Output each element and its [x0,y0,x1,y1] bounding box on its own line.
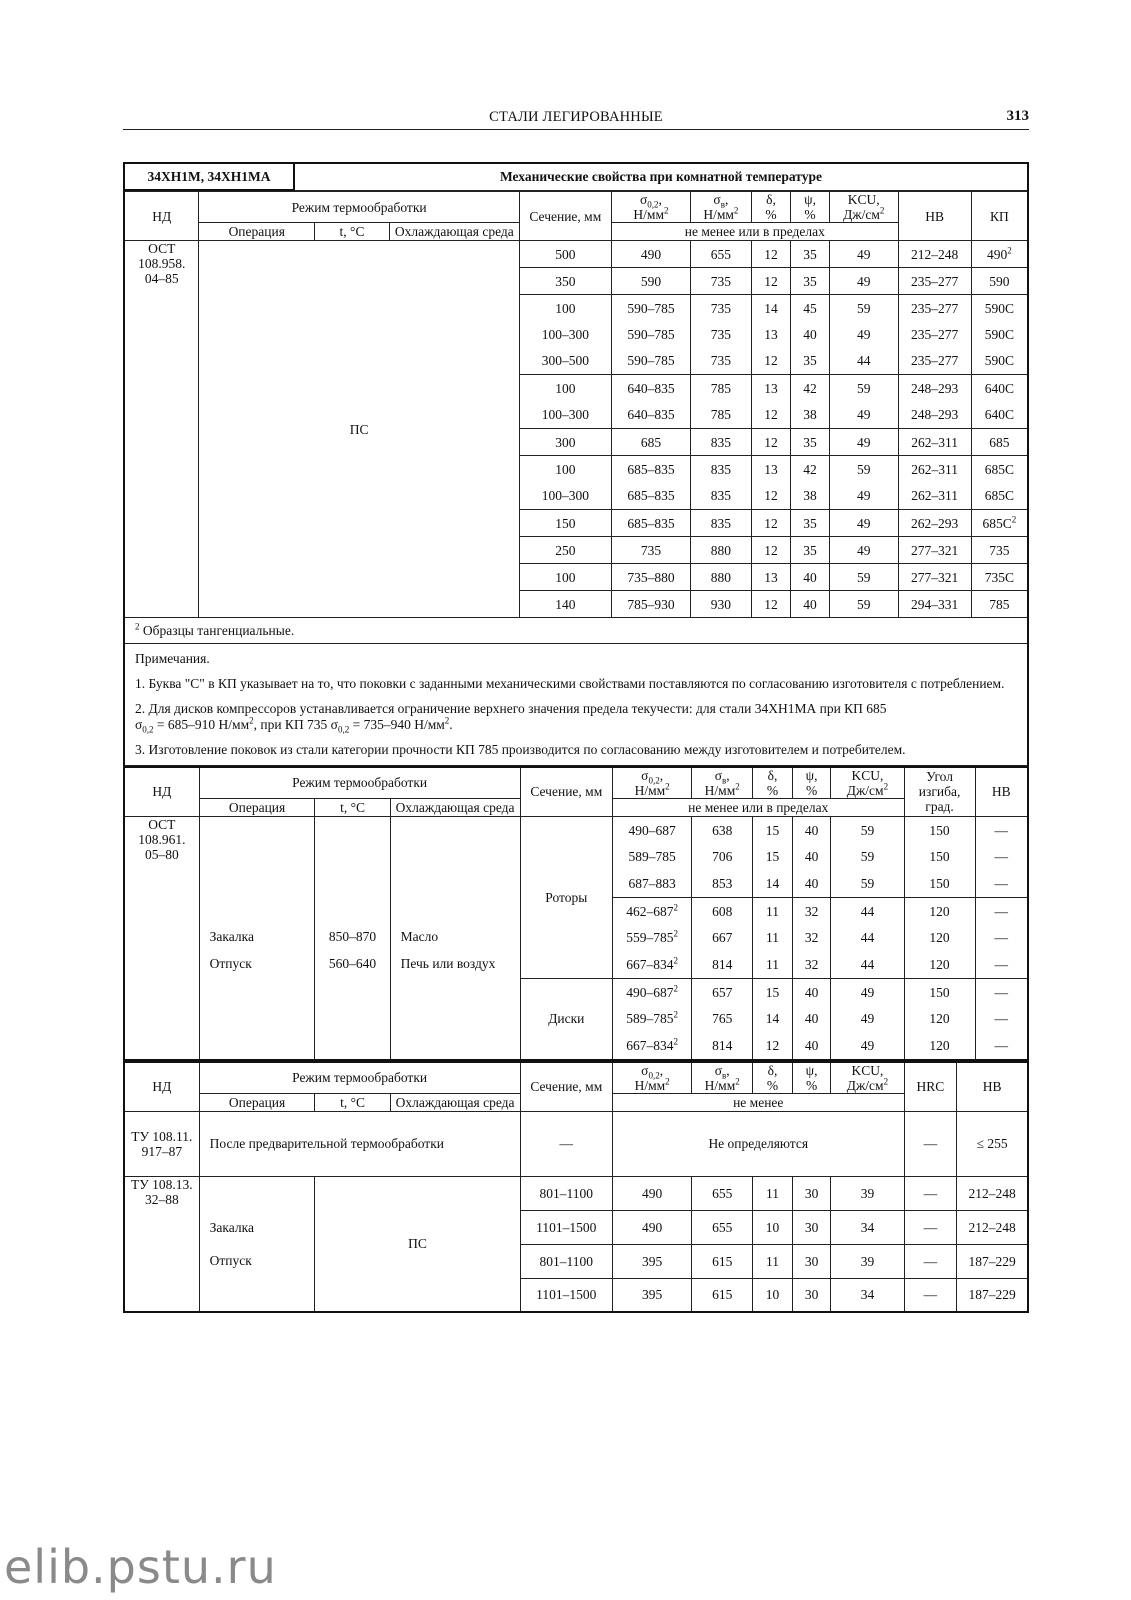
hb-cell: 262–293 [898,510,971,537]
sv-cell: 880 [690,564,751,591]
s02-cell: 735 [611,537,690,564]
delta-cell: 15 [753,979,793,1006]
kp-cell: 590С [971,348,1028,375]
col-mode: Режим термообработки [199,1062,520,1094]
hrc-cell: — [904,1176,957,1210]
bend-cell: 150 [904,871,975,898]
kcu-cell: 49 [831,1006,904,1033]
hb-cell: — [975,817,1028,844]
kcu-cell: 34 [831,1210,904,1244]
hb-cell: — [975,871,1028,898]
hb-cell: 294–331 [898,591,971,618]
sv-cell: 615 [692,1244,753,1278]
s02-cell: 395 [613,1244,692,1278]
kp-cell: 640С [971,402,1028,429]
delta-cell: 13 [751,456,791,483]
delta-cell: 10 [753,1278,793,1312]
note-2: 2. Для дисков компрессоров устанавливается ограничение верхнего значения предела текучести: для стали 34ХН1МА при КП 685 $\sigma_{0,2} = 685-910$ $Н/мм^2$, при КП 735 $\sigma_{0,2} = 735-940$ $Н/мм^2$. [135,701,887,735]
sv-cell: 735 [690,295,751,322]
group-rotors: Роторы [520,817,612,979]
delta-cell: 12 [753,1033,793,1060]
section-cell: 801–1100 [520,1176,612,1210]
psi-cell: 35 [791,241,830,268]
bend-cell: 120 [904,1033,975,1060]
psi-cell: 30 [792,1210,831,1244]
kcu-cell: 49 [829,268,898,295]
col-section: Сечение, мм [520,767,612,817]
s02-cell: 687–883 [613,871,692,898]
section-cell: 100 [519,564,611,591]
bend-cell: 150 [904,817,975,844]
col-sv: $\sigma_в$, $Н/мм^2$ [690,192,751,223]
col-nd: НД [124,1062,199,1112]
sv-cell: 835 [690,510,751,537]
delta-cell: 10 [753,1210,793,1244]
col-hb: НВ [975,767,1028,817]
sv-cell: 667 [692,925,753,952]
delta-cell: 11 [753,1176,793,1210]
psi-cell: 40 [792,871,831,898]
psi-cell: 40 [792,1006,831,1033]
delta-cell: 15 [753,817,793,844]
sv-cell: 735 [690,348,751,375]
psi-cell: 35 [791,348,830,375]
kcu-cell: 49 [829,483,898,510]
col-section: Сечение, мм [520,1062,612,1112]
col-temp: t, °С [315,223,390,241]
s02-cell: 735–880 [611,564,690,591]
notes-block [123,644,1029,766]
kcu-cell: 44 [829,348,898,375]
psi-cell: 32 [792,925,831,952]
col-mode: Режим термообработки [199,767,520,799]
delta-cell: 12 [751,429,791,456]
coolant-cell: Масло Печь или воздух [390,817,520,1060]
hb-cell: 212–248 [957,1210,1028,1244]
s02-cell: 640–835 [611,375,690,402]
kcu-cell: 49 [829,429,898,456]
hb-cell: 262–311 [898,429,971,456]
kp-cell: 590С [971,322,1028,348]
note-3: 3. Изготовление поковок из стали категории прочности КП 785 производится по согласованию между изготовителем и потребителем. [135,741,906,757]
footnote-text: Образцы тангенциальные. [142,623,295,639]
s02-cell: 590–785 [611,295,690,322]
kcu-cell: 44 [831,952,904,979]
hb-cell: 248–293 [898,375,971,402]
section-cell: 100 [519,456,611,483]
delta-cell: 12 [751,348,791,375]
s02-cell: $490-687^2$ [613,979,692,1006]
s02-cell: 590–785 [611,322,690,348]
section-cell: 100–300 [519,483,611,510]
kcu-cell: 44 [831,925,904,952]
kcu-cell: 59 [831,817,904,844]
tu1-nd: ТУ 108.11. 917–87 [124,1111,199,1176]
delta-cell: 13 [751,564,791,591]
s02-cell: 490 [613,1210,692,1244]
running-head [123,107,1029,130]
sv-cell: 735 [690,322,751,348]
kcu-cell: 59 [829,295,898,322]
section-cell: 500 [519,241,611,268]
tu1-props: Не определяются [613,1111,904,1176]
kp-cell: 685С [971,483,1028,510]
col-nd: НД [124,767,199,817]
section-cell: 300–500 [519,348,611,375]
kcu-cell: 39 [831,1176,904,1210]
sv-cell: 655 [692,1176,753,1210]
col-temp: t, °С [315,1093,390,1111]
table-row [124,817,1028,844]
psi-cell: 40 [792,1033,831,1060]
hb-cell: 235–277 [898,322,971,348]
col-kcu: KCU, $Дж/см^2$ [831,767,904,799]
psi-cell: 38 [791,483,830,510]
op-temper: Отпуск [209,956,252,972]
psi-cell: 35 [791,268,830,295]
psi-cell: 40 [792,817,831,844]
hb-cell: — [975,979,1028,1006]
kp-cell: 590 [971,268,1028,295]
col-s02: $\sigma_{0,2}$, $Н/мм^2$ [613,1062,692,1094]
sv-cell: 638 [692,817,753,844]
tu1-mode: После предварительной термообработки [199,1111,520,1176]
s02-cell: $667-834^2$ [613,952,692,979]
sv-cell: 765 [692,1006,753,1033]
col-s02: $\sigma_{0,2}$, $Н/мм^2$ [611,192,690,223]
delta-cell: 11 [753,898,793,925]
sv-cell: 835 [690,483,751,510]
table-ost-961 [123,766,1029,1061]
col-delta: δ, % [753,767,793,799]
col-s02: $\sigma_{0,2}$, $Н/мм^2$ [613,767,692,799]
hb-cell: 235–277 [898,268,971,295]
delta-cell: 12 [751,591,791,618]
sv-cell: 930 [690,591,751,618]
col-psi: ψ, % [792,767,831,799]
section-cell: 100–300 [519,402,611,429]
hb-cell: 248–293 [898,402,971,429]
col-sv: $\sigma_в$, $Н/мм^2$ [692,767,753,799]
delta-cell: 12 [751,241,791,268]
delta-cell: 14 [751,295,791,322]
col-section: Сечение, мм [519,192,611,241]
op-quench: Закалка [209,929,254,945]
kcu-cell: 59 [831,871,904,898]
psi-cell: 40 [792,979,831,1006]
kcu-cell: 34 [831,1278,904,1312]
kp-cell: 685 [971,429,1028,456]
sv-cell: 655 [692,1210,753,1244]
psi-cell: 38 [791,402,830,429]
s02-cell: 640–835 [611,402,690,429]
psi-cell: 35 [791,510,830,537]
sv-cell: 785 [690,402,751,429]
col-psi: ψ, % [791,192,830,223]
psi-cell: 32 [792,952,831,979]
table-tu [123,1061,1029,1314]
kp-cell: 735 [971,537,1028,564]
operation-cell [199,817,315,1060]
sv-cell: 615 [692,1278,753,1312]
section-cell: 300 [519,429,611,456]
s02-cell: 685–835 [611,483,690,510]
hb-cell: 262–311 [898,456,971,483]
sv-cell: 835 [690,429,751,456]
delta-cell: 15 [753,844,793,871]
running-title: СТАЛИ ЛЕГИРОВАННЫЕ [489,109,663,125]
col-hb: НВ [957,1062,1028,1112]
s02-cell: 590–785 [611,348,690,375]
kp-cell: 590С [971,295,1028,322]
hb-cell: 235–277 [898,348,971,375]
col-subhead: не менее [613,1093,904,1111]
kp-cell: 640С [971,375,1028,402]
psi-cell: 30 [792,1244,831,1278]
col-operation: Операция [199,1093,315,1111]
sv-cell: 735 [690,268,751,295]
col-operation: Операция [199,799,315,817]
delta-cell: 12 [751,537,791,564]
psi-cell: 35 [791,537,830,564]
hb-cell: — [975,1006,1028,1033]
col-bend: Угол изгиба, град. [904,767,975,817]
page-number: 313 [1006,108,1029,124]
hb-cell: 277–321 [898,537,971,564]
s02-cell: $667-834^2$ [613,1033,692,1060]
hb-cell: 212–248 [898,241,971,268]
delta-cell: 12 [751,268,791,295]
kcu-cell: 44 [831,898,904,925]
psi-cell: 40 [791,564,830,591]
bend-cell: 120 [904,925,975,952]
section-cell: 100 [519,295,611,322]
col-hb: НВ [898,192,971,241]
psi-cell: 35 [791,429,830,456]
col-temp: t, °С [315,799,390,817]
note-1: 1. Буква "С" в КП указывает на то, что поковки с заданными механическими свойствами поставляются по согласованию изготовителя с потреблением. [135,676,1005,692]
table-ost-958 [123,191,1029,644]
col-kp: КП [971,192,1028,241]
sv-cell: 880 [690,537,751,564]
kcu-cell: 59 [831,844,904,871]
psi-cell: 42 [791,456,830,483]
psi-cell: 30 [792,1176,831,1210]
section-cell: 250 [519,537,611,564]
grade-label: 34ХН1М, 34ХН1МА [124,163,294,190]
kp-cell: 735С [971,564,1028,591]
hrc-cell: — [904,1244,957,1278]
s02-cell: 785–930 [611,591,690,618]
s02-cell: 490 [611,241,690,268]
temp-cell: ПС [315,1176,520,1312]
psi-cell: 42 [791,375,830,402]
hb-cell: 187–229 [957,1278,1028,1312]
bend-cell: 150 [904,844,975,871]
sv-cell: 657 [692,979,753,1006]
section-cell: 1101–1500 [520,1278,612,1312]
kcu-cell: 49 [829,241,898,268]
kcu-cell: 49 [829,322,898,348]
psi-cell: 40 [791,322,830,348]
sv-cell: 814 [692,1033,753,1060]
hrc-cell: — [904,1278,957,1312]
kcu-cell: 59 [829,375,898,402]
nd-cell: ОСТ 108.958. 04–85 [124,241,199,618]
kcu-cell: 49 [831,979,904,1006]
tu1-section: — [520,1111,612,1176]
delta-cell: 14 [753,871,793,898]
sv-cell: 785 [690,375,751,402]
col-coolant: Охлаждающая среда [390,799,520,817]
delta-cell: 12 [751,510,791,537]
s02-cell: $462-687^2$ [613,898,692,925]
kcu-cell: 39 [831,1244,904,1278]
footnote: $^2$ Образцы тангенциальные. [124,618,1028,644]
kcu-cell: 59 [829,564,898,591]
s02-cell: 685–835 [611,510,690,537]
col-subhead: не менее или в пределах [613,799,904,817]
kcu-cell: 49 [829,402,898,429]
kcu-cell: 49 [831,1033,904,1060]
psi-cell: 40 [791,591,830,618]
operation-cell: Закалка Отпуск [199,1176,315,1312]
psi-cell: 45 [791,295,830,322]
bend-cell: 120 [904,1006,975,1033]
sv-cell: 853 [692,871,753,898]
col-delta: δ, % [751,192,791,223]
s02-cell: 590 [611,268,690,295]
col-hrc: HRC [904,1062,957,1112]
kp-cell: $490^2$ [971,241,1028,268]
kcu-cell: 49 [829,537,898,564]
col-psi: ψ, % [792,1062,831,1094]
hb-cell: — [975,898,1028,925]
s02-cell: $559-785^2$ [613,925,692,952]
section-cell: 801–1100 [520,1244,612,1278]
hb-cell: — [975,1033,1028,1060]
sv-cell: 706 [692,844,753,871]
section-cell: 100 [519,375,611,402]
hb-cell: — [975,952,1028,979]
notes-title: Примечания. [135,651,210,667]
bend-cell: 120 [904,898,975,925]
s02-cell: 490 [613,1176,692,1210]
hb-cell: 262–311 [898,483,971,510]
tu1-hrc: — [904,1111,957,1176]
section-cell: 140 [519,591,611,618]
title-row [123,162,1029,191]
col-mode: Режим термообработки [199,192,519,223]
table-caption: Механические свойства при комнатной температуре [294,163,1028,190]
col-operation: Операция [199,223,315,241]
sv-cell: 814 [692,952,753,979]
hb-cell: 187–229 [957,1244,1028,1278]
delta-cell: 14 [753,1006,793,1033]
delta-cell: 11 [753,1244,793,1278]
s02-cell: $589-785^2$ [613,1006,692,1033]
col-subhead: не менее или в пределах [611,223,898,241]
hb-cell: 277–321 [898,564,971,591]
table-row [124,1176,1028,1210]
operation-cell: ПС [199,241,519,618]
hb-cell: 212–248 [957,1176,1028,1210]
sv-cell: 655 [690,241,751,268]
hb-cell: — [975,844,1028,871]
section-cell: 350 [519,268,611,295]
section-cell: 1101–1500 [520,1210,612,1244]
psi-cell: 40 [792,844,831,871]
nd-cell: ТУ 108.13. 32–88 [124,1176,199,1312]
col-kcu: KCU, $Дж/см^2$ [831,1062,904,1094]
s02-cell: 395 [613,1278,692,1312]
kp-cell: $685С^2$ [971,510,1028,537]
tu1-hb: ≤ 255 [957,1111,1028,1176]
temp-cell: 850–870 560–640 [315,817,390,1060]
delta-cell: 13 [751,322,791,348]
psi-cell: 30 [792,1278,831,1312]
nd-cell: ОСТ 108.961. 05–80 [124,817,199,1060]
delta-cell: 13 [751,375,791,402]
kcu-cell: 49 [829,510,898,537]
psi-cell: 32 [792,898,831,925]
kcu-cell: 59 [829,456,898,483]
kp-cell: 685С [971,456,1028,483]
s02-cell: 685–835 [611,456,690,483]
hb-cell: — [975,925,1028,952]
col-coolant: Охлаждающая среда [390,1093,520,1111]
section-cell: 100–300 [519,322,611,348]
watermark: elib.pstu.ru [4,1540,277,1594]
s02-cell: 685 [611,429,690,456]
group-disks: Диски [520,979,612,1060]
delta-cell: 11 [753,952,793,979]
hb-cell: 235–277 [898,295,971,322]
kcu-cell: 59 [829,591,898,618]
col-coolant: Охлаждающая среда [390,223,520,241]
sv-cell: 835 [690,456,751,483]
properties-sheet [123,162,1029,1313]
col-nd: НД [124,192,199,241]
col-sv: $\sigma_в$, $Н/мм^2$ [692,1062,753,1094]
kp-cell: 785 [971,591,1028,618]
hrc-cell: — [904,1210,957,1244]
col-delta: δ, % [753,1062,793,1094]
s02-cell: 490–687 [613,817,692,844]
sv-cell: 608 [692,898,753,925]
table-row [124,241,1028,268]
delta-cell: 11 [753,925,793,952]
delta-cell: 12 [751,402,791,429]
bend-cell: 150 [904,979,975,1006]
delta-cell: 12 [751,483,791,510]
s02-cell: 589–785 [613,844,692,871]
bend-cell: 120 [904,952,975,979]
section-cell: 150 [519,510,611,537]
col-kcu: KCU, $Дж/см^2$ [829,192,898,223]
